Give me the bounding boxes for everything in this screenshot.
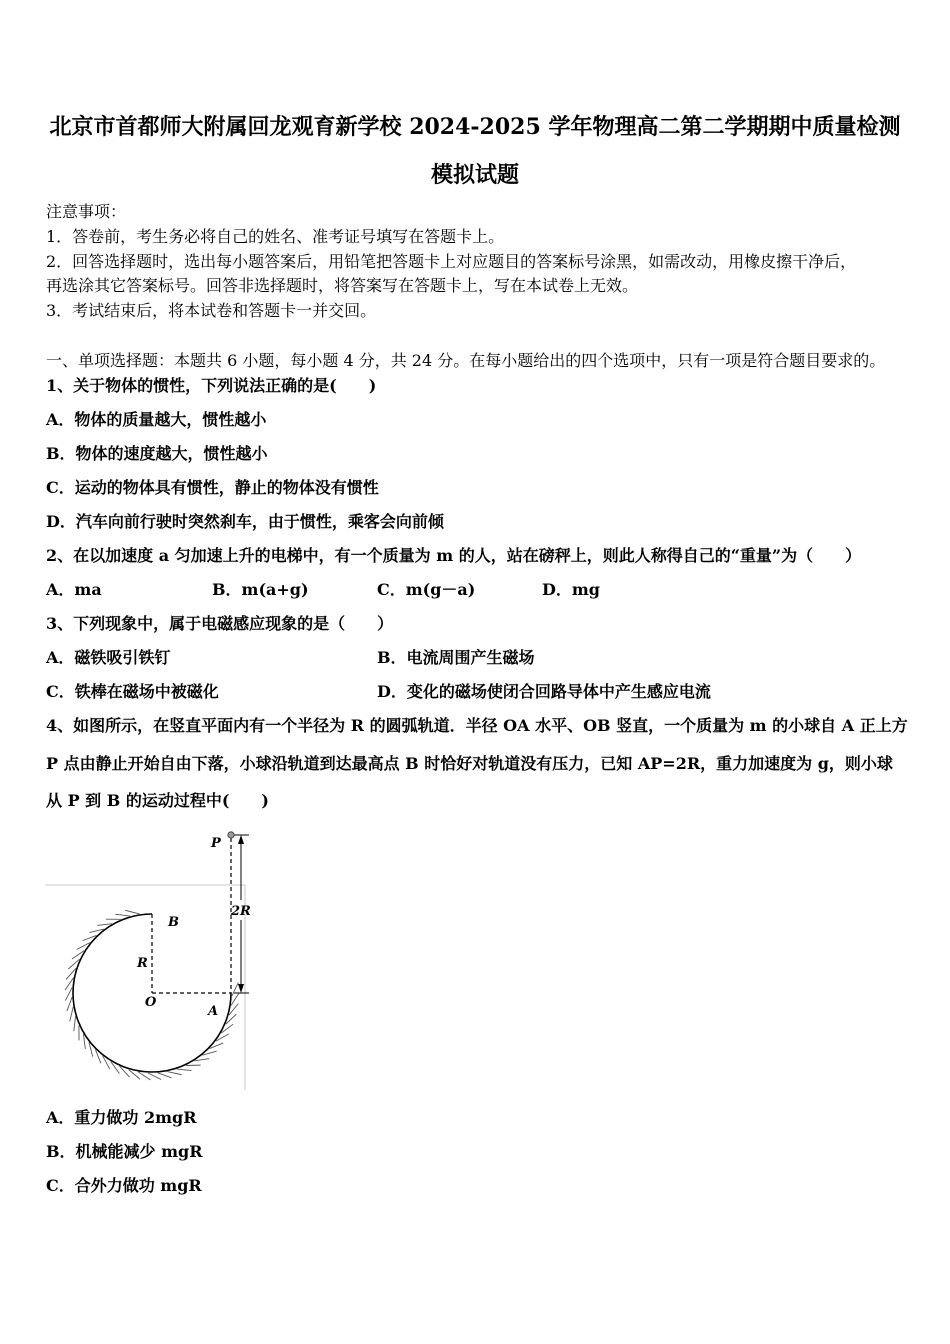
question-2-option-a: A．ma	[46, 580, 102, 599]
question-2-option-d: D．mg	[542, 580, 600, 599]
hatch-mark	[125, 910, 139, 914]
hatch-mark	[148, 1073, 161, 1080]
question-4-option-a: A．重力做功 2mgR	[46, 1108, 197, 1127]
question-4-stem-line-3: 从 P 到 B 的运动过程中( )	[46, 791, 269, 810]
question-4-stem-line-2: P 点由静止开始自由下落，小球沿轨道到达最高点 B 时恰好对轨道没有压力，已知 AP=2R，重力加速度为 g，则小球	[46, 753, 893, 773]
notice-item-2-continued: 再选涂其它答案标号。回答非选择题时，将答案写在答题卡上，写在本试卷上无效。	[46, 276, 639, 296]
question-4-option-b: B．机械能减少 mgR	[46, 1142, 203, 1161]
question-4-stem-line-1: 4、如图所示，在竖直平面内有一个半径为 R 的圆弧轨道．半径 OA 水平、OB 竖直，一个质量为 m 的小球自 A 正上方	[46, 716, 908, 735]
hatch-mark	[67, 997, 72, 1011]
exam-title	[0, 103, 950, 199]
hatch-mark	[158, 1073, 172, 1078]
question-1-stem: 1、关于物体的惯性，下列说法正确的是( )	[46, 376, 377, 395]
hatch-mark	[70, 1007, 73, 1021]
question-3-stem: 3、下列现象中，属于电磁感应现象的是（ ）	[46, 614, 394, 633]
exam-title-line-2: 模拟试题	[430, 162, 519, 188]
dimension-arrowhead-top	[238, 835, 244, 844]
questions-1-to-3	[46, 369, 905, 709]
question-1-option-d: D．汽车向前行驶时突然刹车，由于惯性，乘客会向前倾	[46, 512, 444, 531]
hatch-mark	[97, 924, 112, 926]
question-3-option-d: D．变化的磁场使闭合回路导体中产生感应电流	[377, 682, 711, 701]
hatch-mark	[177, 1069, 192, 1070]
label-a: A	[208, 1004, 219, 1019]
question-4-options	[46, 1101, 905, 1203]
exam-title-line-1: 北京市首都师大附属回龙观育新学校 2024-2025 学年物理高二第二学期期中质量检测	[49, 114, 901, 140]
question-1-option-b: B．物体的速度越大，惯性越小	[46, 444, 268, 463]
label-o: O	[145, 995, 157, 1010]
label-p: P	[211, 836, 221, 851]
question-3-option-a: A．磁铁吸引铁钉	[46, 648, 171, 667]
label-b: B	[168, 915, 179, 930]
section-heading: 一、单项选择题：本题共 6 小题，每小题 4 分，共 24 分。在每小题给出的四个选项中，只有一项是符合题目要求的。	[46, 351, 886, 370]
notice-heading: 注意事项：	[46, 202, 127, 221]
question-3-option-b: B．电流周围产生磁场	[377, 648, 535, 667]
question-2-option-c: C．m(g－a)	[377, 580, 476, 599]
dimension-arrowhead-bottom	[238, 984, 244, 993]
question-2-option-b: B．m(a+g)	[212, 580, 309, 599]
question-1-option-c: C．运动的物体具有惯性，静止的物体没有惯性	[46, 478, 379, 497]
notice-item-3: 3．考试结束后，将本试卷和答题卡一并交回。	[46, 301, 377, 320]
question-3-option-c: C．铁棒在磁场中被磁化	[46, 682, 219, 701]
question-3-options-row-2	[46, 675, 905, 709]
ball-start-point-p	[228, 832, 234, 838]
question-4-option-c: C．合外力做功 mgR	[46, 1176, 202, 1195]
question-2-options	[46, 573, 905, 607]
question-4-stem	[46, 707, 908, 820]
question-1-option-a: A．物体的质量越大，惯性越小	[46, 410, 267, 429]
hatch-mark	[232, 982, 238, 995]
question-3-options-row-1	[46, 641, 905, 675]
hatch-mark	[115, 914, 130, 916]
hatch-mark	[74, 1016, 76, 1031]
question-2-stem: 2、在以加速度 a 匀加速上升的电梯中，有一个质量为 m 的人，站在磅秤上，则此人称得自己的“重量”为（ ）	[46, 546, 862, 565]
notice-item-1: 1．答卷前，考生务必将自己的姓名、准考证号填写在答题卡上。	[46, 226, 505, 246]
circular-track-figure	[45, 828, 255, 1092]
label-2r: 2R	[231, 904, 251, 919]
hatch-mark	[167, 1072, 181, 1075]
label-r: R	[137, 956, 148, 971]
notice-section	[46, 200, 905, 324]
notice-item-2: 2．回答选择题时，选出每小题答案后，用铅笔把答题卡上对应题目的答案标号涂黑，如需改动，用橡皮擦干净后，	[46, 251, 857, 271]
